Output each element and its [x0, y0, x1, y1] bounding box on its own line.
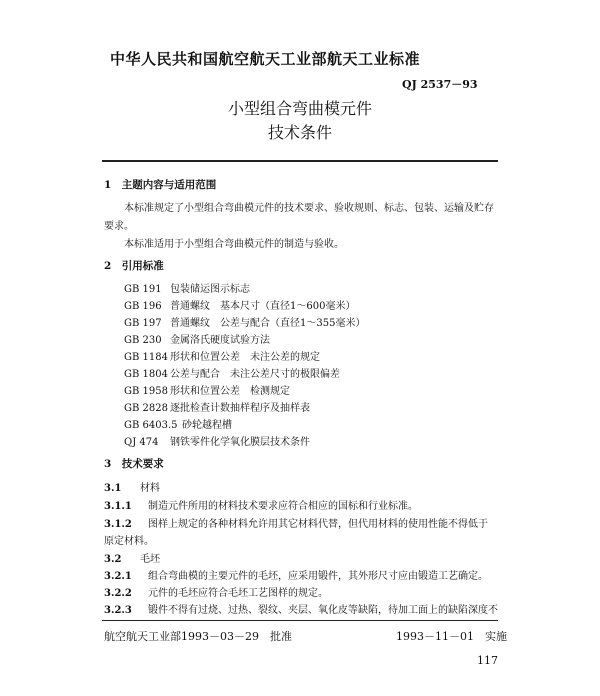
ref-title: 公差与配合 未注公差尺寸的极限偏差 — [170, 369, 340, 380]
clause-3-1-1 — [104, 497, 418, 512]
section1-para1-line2: 要求。 — [104, 221, 134, 232]
clause-text: 组合弯曲模的主要元件的毛坯，应采用锻件，其外形尺寸应由锻造工艺确定。 — [148, 571, 488, 582]
clause-text: 图样上规定的各种材料允许用其它材料代替，但代用材料的使用性能不得低于 — [148, 519, 488, 530]
ref-code: GB 191 — [124, 284, 162, 295]
ref-list-item — [124, 382, 290, 397]
ref-code: GB 2828 — [124, 403, 168, 414]
ref-list-item — [124, 399, 310, 414]
ref-code: GB 1804 — [124, 369, 168, 380]
ref-code: GB 1958 — [124, 386, 168, 397]
clause-number: 3.2.3 — [104, 605, 132, 616]
clause-3-1 — [104, 479, 160, 494]
ref-code: GB 6403.5 — [124, 420, 178, 431]
ref-title: 金属洛氏硬度试验方法 — [170, 335, 270, 346]
ref-title: 形状和位置公差 未注公差的规定 — [170, 352, 320, 363]
section1-para2: 本标准适用于小型组合弯曲模元件的制造与验收。 — [124, 239, 344, 250]
clause-3-2 — [104, 550, 160, 565]
ref-code: GB 230 — [124, 335, 162, 346]
ref-title: 包装储运图示标志 — [170, 284, 250, 295]
standard-code: QJ 2537－93 — [402, 78, 478, 91]
ref-list-item — [124, 348, 320, 363]
clause-3-1-2 — [104, 515, 488, 530]
clause-text: 锻件不得有过烧、过热、裂纹、夹层、氧化皮等缺陷，待加工面上的缺陷深度不 — [148, 605, 498, 616]
clause-number: 3.1 — [104, 483, 122, 494]
clause-number: 3.2 — [104, 554, 122, 565]
section1-para1-line1: 本标准规定了小型组合弯曲模元件的技术要求、验收规则、标志、包装、运输及贮存 — [124, 203, 494, 214]
ministry-standard-title: 中华人民共和国航空航天工业部航天工业标准 — [110, 50, 421, 68]
section3-heading: 3 技术要求 — [104, 458, 164, 470]
ref-code: GB 196 — [124, 301, 162, 312]
document-title-line2: 技术条件 — [267, 123, 332, 142]
clause-number: 3.1.1 — [104, 501, 132, 512]
clause-3-2-2 — [104, 584, 328, 599]
clause-title: 材料 — [140, 483, 160, 494]
implementation-date: 1993－11－01 实施 — [396, 630, 507, 643]
ref-list-item — [124, 331, 270, 346]
ref-list-item — [124, 416, 232, 431]
ref-list-item — [124, 365, 340, 380]
document-title-line1: 小型组合弯曲模元件 — [227, 99, 372, 118]
clause-number: 3.2.1 — [104, 571, 132, 582]
ref-title: 形状和位置公差 检测规定 — [170, 386, 290, 397]
approval-date: 航空航天工业部1993－03－29 批准 — [104, 630, 292, 643]
clause-number: 3.1.2 — [104, 519, 132, 530]
clause-text: 元件的毛坯应符合毛坯工艺图样的规定。 — [148, 588, 328, 599]
ref-title: 砂轮越程槽 — [182, 420, 232, 431]
ref-code: GB 197 — [124, 318, 162, 329]
ref-title: 普通螺纹 公差与配合（直径1～355毫米） — [170, 318, 366, 329]
ref-list-item — [124, 433, 310, 448]
clause-title: 毛坯 — [140, 554, 160, 565]
section2-heading: 2 引用标准 — [104, 260, 164, 272]
header-divider — [102, 160, 498, 162]
ref-list-item — [124, 314, 365, 329]
clause-3-2-1 — [104, 567, 488, 582]
footer-divider — [102, 620, 498, 621]
ref-code: QJ 474 — [124, 437, 159, 448]
clause-3-1-2-cont: 原定材料。 — [104, 536, 154, 547]
page-number: 117 — [477, 654, 498, 667]
ref-list-item — [124, 280, 250, 295]
ref-title: 钢铁零件化学氧化膜层技术条件 — [170, 437, 310, 448]
ref-title: 普通螺纹 基本尺寸（直径1～600毫米） — [170, 301, 356, 312]
clause-number: 3.2.2 — [104, 588, 132, 599]
ref-title: 逐批检查计数抽样程序及抽样表 — [170, 403, 310, 414]
ref-list-item — [124, 297, 355, 312]
ref-code: GB 1184 — [124, 352, 168, 363]
section1-heading: 1 主题内容与适用范围 — [104, 179, 217, 191]
clause-text: 制造元件所用的材料技术要求应符合相应的国标和行业标准。 — [148, 501, 418, 512]
clause-3-2-3 — [104, 601, 498, 616]
